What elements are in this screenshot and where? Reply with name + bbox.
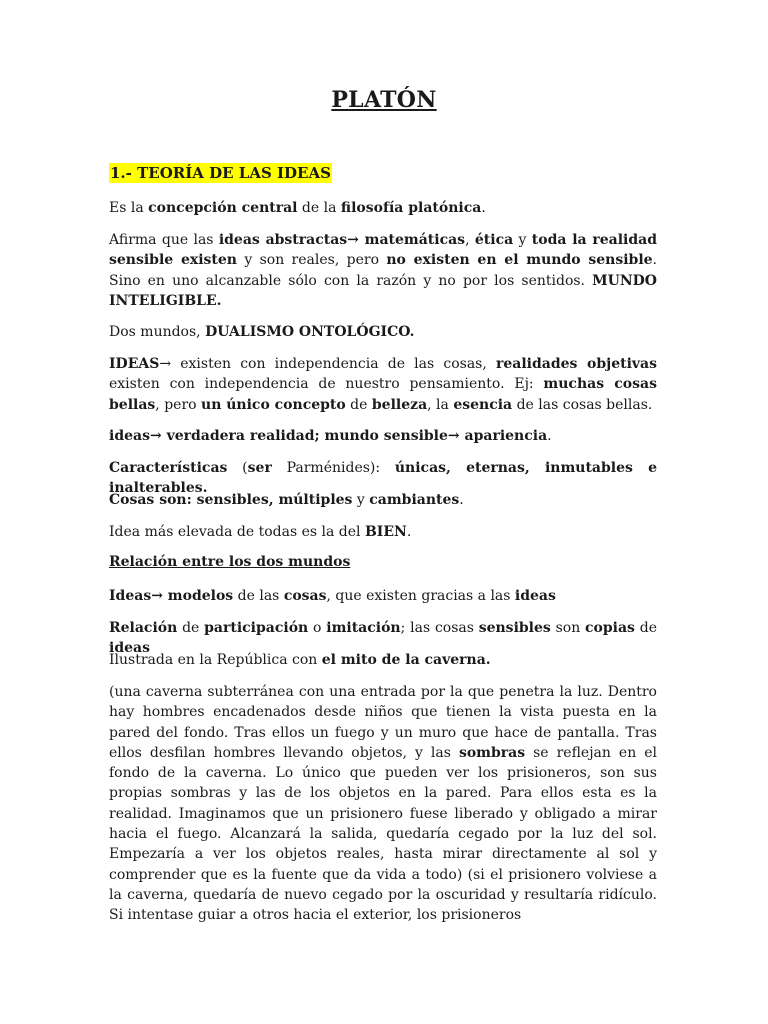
paragraph-realidad: ideas→ verdadera realidad; mundo sensible→ apariencia. (109, 428, 552, 444)
paragraph-participacion: Relación de participación o imitación; las cosas sensibles son copias de ideas (109, 620, 657, 657)
page-title: PLATÓN (331, 87, 437, 113)
paragraph-concepcion: Es la concepción central de la filosofía platónica. (109, 200, 486, 216)
paragraph-modelos: Ideas→ modelos de las cosas, que existen gracias a las ideas (109, 588, 556, 604)
paragraph-afirma: Afirma que las ideas abstractas→ matemáticas, ética y toda la realidad sensible existen y son reales, pero no existen en el mundo sensible. Sino en uno alcanzable sólo con la razón y no por los sentidos. MUNDO INTELIGIBLE. (109, 232, 658, 309)
paragraph-caverna: (una caverna subterránea con una entrada por la que penetra la luz. Dentro hay hombres encadenados desde niños que tienen la vista puesta en la pared del fondo. Tras ellos un fuego y un muro que hace de pantalla. Tras ellos desfilan hombres llevando objetos, y las sombras se reflejan en el fondo de la caverna. Lo único que pueden ver los prisioneros, son sus propias sombras y las de los objetos en la pared. Para ellos esta es la realidad. Imaginamos que un prisionero fuese liberado y obligado a mirar hacia el fuego. Alcanzará la salida, quedaría cegado por la luz del sol. Empezaría a ver los objetos reales, hasta mirar directamente al sol y comprender que es la fuente que da vida a todo) (si el prisionero volviese a la caverna, quedaría de nuevo cegado por la oscuridad y resultaría ridículo. Si intentase guiar a otros hacia el exterior, los prisioneros (109, 684, 657, 924)
subheading-relacion: Relación entre los dos mundos (109, 554, 351, 570)
highlighted-heading: 1.- TEORÍA DE LAS IDEAS (110, 164, 331, 182)
paragraph-caracteristicas: Características (ser Parménides): únicas, eternas, inmutables e inalterables. (109, 460, 657, 497)
paragraph-bien: Idea más elevada de todas es la del BIEN. (109, 524, 412, 540)
section-heading (109, 164, 332, 182)
paragraph-cosas: Cosas son: sensibles, múltiples y cambiantes. (109, 492, 464, 508)
paragraph-ideas: IDEAS→ existen con independencia de las cosas, realidades objetivas existen con independencia de nuestro pensamiento. Ej: muchas cosas bellas, pero un único concepto de belleza, la esencia de las cosas bellas. (109, 356, 657, 413)
paragraph-dos-mundos: Dos mundos, DUALISMO ONTOLÓGICO. (109, 324, 415, 340)
paragraph-republica: Ilustrada en la República con el mito de la caverna. (109, 652, 491, 668)
